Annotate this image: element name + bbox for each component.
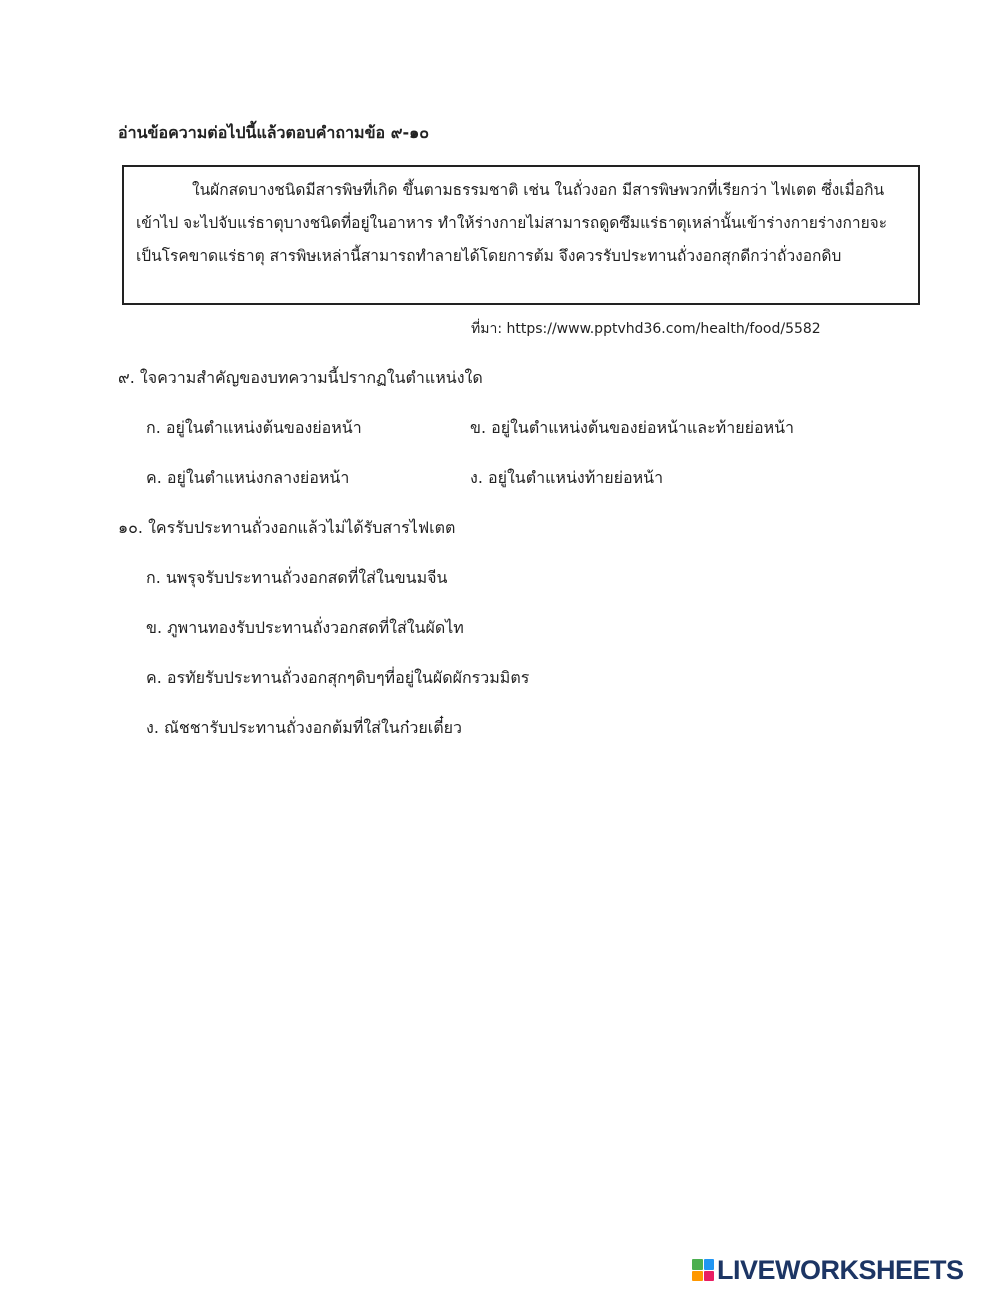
q9-option-c[interactable]: ค. อยู่ในตำแหน่งกลางย่อหน้า [146,468,350,487]
passage-box [122,165,920,305]
question-9: ๙. ใจความสำคัญของบทความนี้ปรากฏในตำแหน่งใด [118,368,483,387]
q9-option-d[interactable]: ง. อยู่ในตำแหน่งท้ายย่อหน้า [470,468,664,487]
q10-option-c[interactable]: ค. อรทัยรับประทานถั่วงอกสุกๆดิบๆที่อยู่ในผัดผักรวมมิตร [146,668,530,687]
liveworksheets-logo [692,1256,964,1284]
q9-option-b[interactable]: ข. อยู่ในตำแหน่งต้นของย่อหน้าและท้ายย่อหน้า [470,418,795,437]
logo-text: LIVEWORKSHEETS [717,1255,964,1285]
q9-option-a[interactable]: ก. อยู่ในตำแหน่งต้นของย่อหน้า [146,418,362,437]
passage-line: เข้าไป จะไปจับแร่ธาตุบางชนิดที่อยู่ในอาหาร ทำให้ร่างกายไม่สามารถดูดซึมแร่ธาตุเหล่านั้นเข้าร่างกายร่างกายจะ [136,214,888,232]
liveworksheets-logo-icon [692,1259,714,1281]
passage-line: ในผักสดบางชนิดมีสารพิษที่เกิด ขึ้นตามธรรมชาติ เช่น ในถั่วงอก มีสารพิษพวกที่เรียกว่า ไฟเตต ซึ่งเมื่อกิน [192,181,885,199]
question-10: ๑๐. ใครรับประทานถั่วงอกแล้วไม่ได้รับสารไฟเตต [118,518,456,537]
q10-option-d[interactable]: ง. ณัชชารับประทานถั่วงอกต้มที่ใส่ในก๋วยเตี๋ยว [146,718,462,737]
q10-option-a[interactable]: ก. นพรุจรับประทานถั่วงอกสดที่ใส่ในขนมจีน [146,568,448,587]
instruction-heading: อ่านข้อความต่อไปนี้แล้วตอบคำถามข้อ ๙-๑๐ [118,123,429,142]
source-citation: ที่มา: https://www.pptvhd36.com/health/food/5582 [471,321,821,337]
q10-option-b[interactable]: ข. ภูพานทองรับประทานถั่งวอกสดที่ใส่ในผัดไท [146,618,464,637]
passage-line: เป็นโรคขาดแร่ธาตุ สารพิษเหล่านี้สามารถทำลายได้โดยการต้ม จึงควรรับประทานถั่วงอกสุกดีกว่าถั่วงอกดิบ [136,247,842,265]
